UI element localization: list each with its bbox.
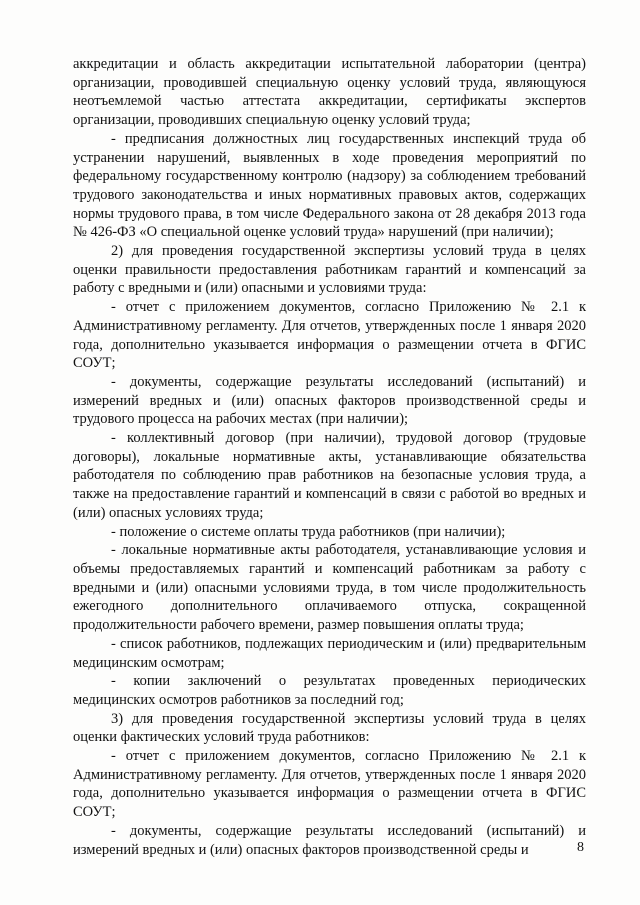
paragraph-measurement-docs: - документы, содержащие результаты исследований (испытаний) и измерений вредных и (или) опасных факторов производственной среды и трудового процесса на рабочих местах (при наличии); — [73, 373, 586, 428]
paragraph-employee-list: - список работников, подлежащих периодическим и (или) предварительным медицинским осмотрам; — [73, 635, 586, 671]
paragraph-inspection-orders: - предписания должностных лиц государственных инспекций труда об устранении нарушений, выявленных в ходе проведения мероприятий по федеральному государственному контролю (надзору) за соблюдением требований трудового законодательства и иных нормативных правовых актов, содержащих нормы трудового права, в том числе Федерального закона от 28 декабря 2013 года № 426-ФЗ «О специальной оценке условий труда» нарушений (при наличии); — [73, 130, 586, 241]
paragraph-pay-system: - положение о системе оплаты труда работников (при наличии); — [111, 523, 506, 540]
paragraph-accreditation: аккредитации и область аккредитации испытательной лаборатории (центра) организации, проводившей специальную оценку условий труда, являющуюся неотъемлемой частью аттестата аккредитации, сертификаты экспертов организации, проводивших специальную оценку условий труда; — [73, 56, 586, 129]
page-number: 8 — [577, 840, 584, 855]
paragraph-collective-agreement: - коллективный договор (при наличии), трудовой договор (трудовые договоры), локальные нормативные акты, устанавливающие обязательства работодателя по соблюдению прав работников на безопасные условия труда, а также на предоставление гарантий и компенсаций в связи с работой во вредных и (или) опасных условиях труда; — [73, 430, 586, 521]
paragraph-measurement-docs-2: - документы, содержащие результаты исследований (испытаний) и измерений вредных и (или) опасных факторов производственной среды и — [73, 822, 586, 858]
paragraph-report: - отчет с приложением документов, согласно Приложению № 2.1 к Административному регламенту. Для отчетов, утвержденных после 1 января 2020 года, дополнительно указывается информация о размещении отчета в ФГИС СОУТ; — [73, 299, 586, 372]
paragraph-local-acts: - локальные нормативные акты работодателя, устанавливающие условия и объемы предоставляемых гарантий и компенсаций работникам за работу с вредными и (или) опасными условиями труда, в том числе продолжительность ежегодного дополнительного оплачиваемого отпуска, сокращенной продолжительности рабочего времени, размер повышения оплаты труда; — [73, 542, 586, 634]
paragraph-item-2: 2) для проведения государственной экспертизы условий труда в целях оценки правильности предоставления работникам гарантий и компенсаций за работу с вредными и (или) опасными и условиями труда: — [73, 243, 586, 297]
paragraph-medical-reports: - копии заключений о результатах проведенных периодических медицинских осмотров работников за последний год; — [73, 673, 586, 708]
paragraph-item-3: 3) для проведения государственной экспертизы условий труда в целях оценки фактических условий труда работников: — [73, 710, 586, 746]
paragraph-report-2: - отчет с приложением документов, согласно Приложению № 2.1 к Административному регламенту. Для отчетов, утвержденных после 1 января 2020 года, дополнительно указывается информация о размещении отчета в ФГИС СОУТ; — [73, 748, 586, 821]
document-body — [73, 55, 586, 859]
